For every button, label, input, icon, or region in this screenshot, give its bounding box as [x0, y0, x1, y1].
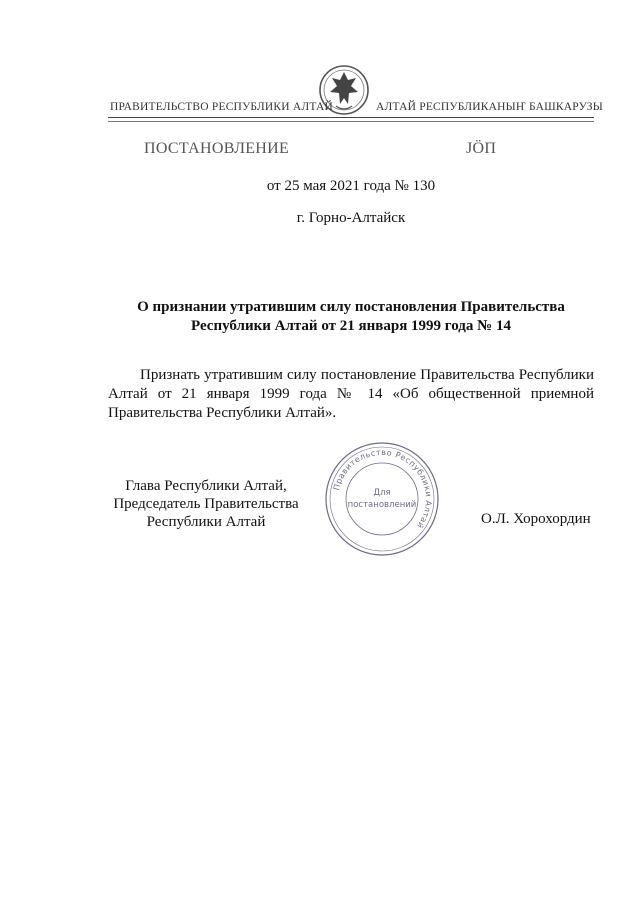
signatory-position	[108, 477, 304, 531]
round-stamp-icon	[322, 439, 442, 559]
header-org-alt: АЛТАЙ РЕСПУБЛИКАНЫҤ БАШКАРУЗЫ	[376, 101, 603, 113]
header-divider	[108, 117, 594, 118]
signatory-position-line3: Республики Алтай	[146, 514, 266, 530]
doc-type-ru: ПОСТАНОВЛЕНИЕ	[144, 140, 290, 157]
header-divider-thin	[108, 121, 594, 122]
doc-type-alt: ЈÖП	[466, 140, 497, 157]
signatory-position-line2: Председатель Правительства	[113, 496, 299, 512]
signatory-position-line1: Глава Республики Алтай,	[125, 478, 287, 494]
signatory-name: О.Л. Хорохордин	[481, 511, 591, 527]
stamp-ring-text: Правительство Республики Алтай	[331, 447, 434, 531]
document-title-line1: О признании утратившим силу постановления Правительства	[137, 299, 565, 315]
header-org-ru: ПРАВИТЕЛЬСТВО РЕСПУБЛИКИ АЛТАЙ	[110, 101, 334, 113]
document-city: г. Горно-Алтайск	[296, 210, 406, 226]
document-title	[108, 298, 594, 336]
stamp-center-line1: Для	[373, 488, 391, 498]
document-date-number: от 25 мая 2021 года № 130	[266, 178, 436, 194]
stamp-center-line2: постановлений	[347, 500, 417, 510]
document-body: Признать утратившим силу постановление Правительства Республики Алтай от 21 января 1999 года № 14 «Об общественной приемной Правительства Республики Алтай».	[108, 367, 594, 421]
document-title-line2: Республики Алтай от 21 января 1999 года № 14	[191, 318, 511, 334]
